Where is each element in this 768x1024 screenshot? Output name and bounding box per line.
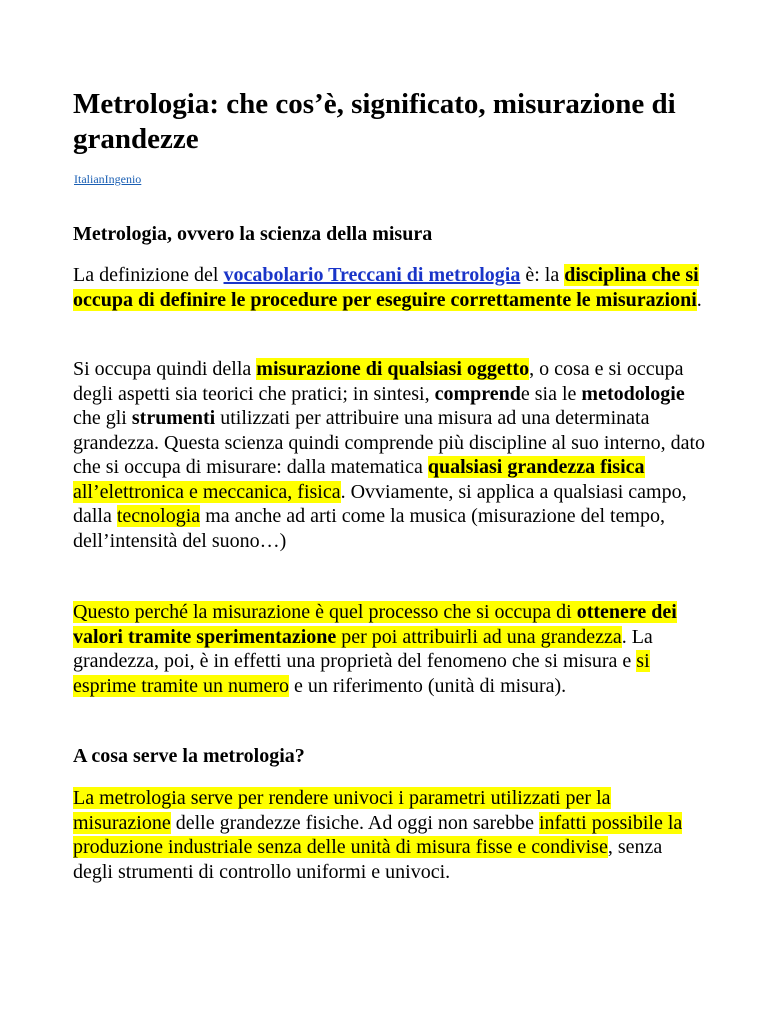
- text-span: Si occupa quindi della: [73, 358, 257, 380]
- source-link[interactable]: ItalianIngenio: [74, 172, 142, 186]
- paragraph-definizione: [73, 263, 705, 312]
- bold-text: metodologie: [581, 382, 685, 405]
- paragraph-serve: [73, 786, 705, 884]
- text-span: .: [696, 288, 702, 311]
- text-span: . Ovviamente, si applica a qualsiasi campo, dalla: [73, 480, 687, 527]
- paragraph-occupa: [73, 357, 705, 553]
- highlighted-text: infatti possibile la produzione industriale senza delle unità di misura fisse e condivise: [73, 811, 683, 858]
- text-span: , o cosa e si occupa degli aspetti sia teorici che pratici; in sintesi,: [73, 358, 684, 405]
- page-title: Metrologia: che cos’è, significato, misurazione di grandezze: [73, 88, 676, 155]
- paragraph-misurazione: [73, 600, 705, 698]
- text-span: , senza degli strumenti di controllo uniformi e univoci.: [73, 836, 663, 883]
- section-heading-scienza: Metrologia, ovvero la scienza della misura: [73, 223, 433, 245]
- text-span: che gli: [73, 407, 132, 429]
- section-heading-a-cosa-serve: A cosa serve la metrologia?: [73, 745, 305, 767]
- highlighted-text: disciplina che si occupa di definire le procedure per eseguire correttamente le misurazioni: [73, 264, 699, 311]
- highlighted-bold-text: ottenere dei valori tramite sperimentazione: [73, 601, 677, 648]
- text-span: e un riferimento (unità di misura).: [289, 674, 567, 697]
- bold-text: comprend: [434, 382, 521, 405]
- highlighted-text: misurazione di qualsiasi oggetto: [256, 358, 530, 380]
- text-span: e sia le: [520, 382, 582, 405]
- highlighted-text: Questo perché la misurazione è quel processo che si occupa di: [73, 601, 577, 623]
- bold-text: strumenti: [131, 407, 216, 429]
- text-span: utilizzati per attribuire una misura ad una determinata grandezza. Questa scienza quindi comprende più discipline al suo interno, dato che si occupa di misurare: dalla matematica: [73, 407, 706, 478]
- highlighted-text: si esprime tramite un numero: [73, 650, 650, 697]
- text-span: delle grandezze fisiche. Ad oggi non sarebbe: [170, 811, 539, 834]
- highlighted-text: qualsiasi grandezza fisica: [427, 456, 645, 478]
- highlighted-text: per poi attribuirli ad una grandezza: [336, 625, 622, 648]
- text-span: La definizione del: [73, 264, 224, 286]
- text-span: ma anche ad arti come la musica (misurazione del tempo, dell’intensità del suono…): [73, 505, 666, 552]
- highlighted-text: tecnologia: [116, 505, 201, 527]
- treccani-link[interactable]: vocabolario Treccani di metrologia: [223, 264, 521, 286]
- highlighted-text: La metrologia serve per rendere univoci i parametri utilizzati per la misurazione: [73, 787, 611, 834]
- highlighted-text: all’elettronica e meccanica, fisica: [73, 480, 341, 503]
- text-span: . La grandezza, poi, è in effetti una proprietà del fenomeno che si misura e: [73, 625, 653, 672]
- text-span: è: la: [520, 264, 565, 286]
